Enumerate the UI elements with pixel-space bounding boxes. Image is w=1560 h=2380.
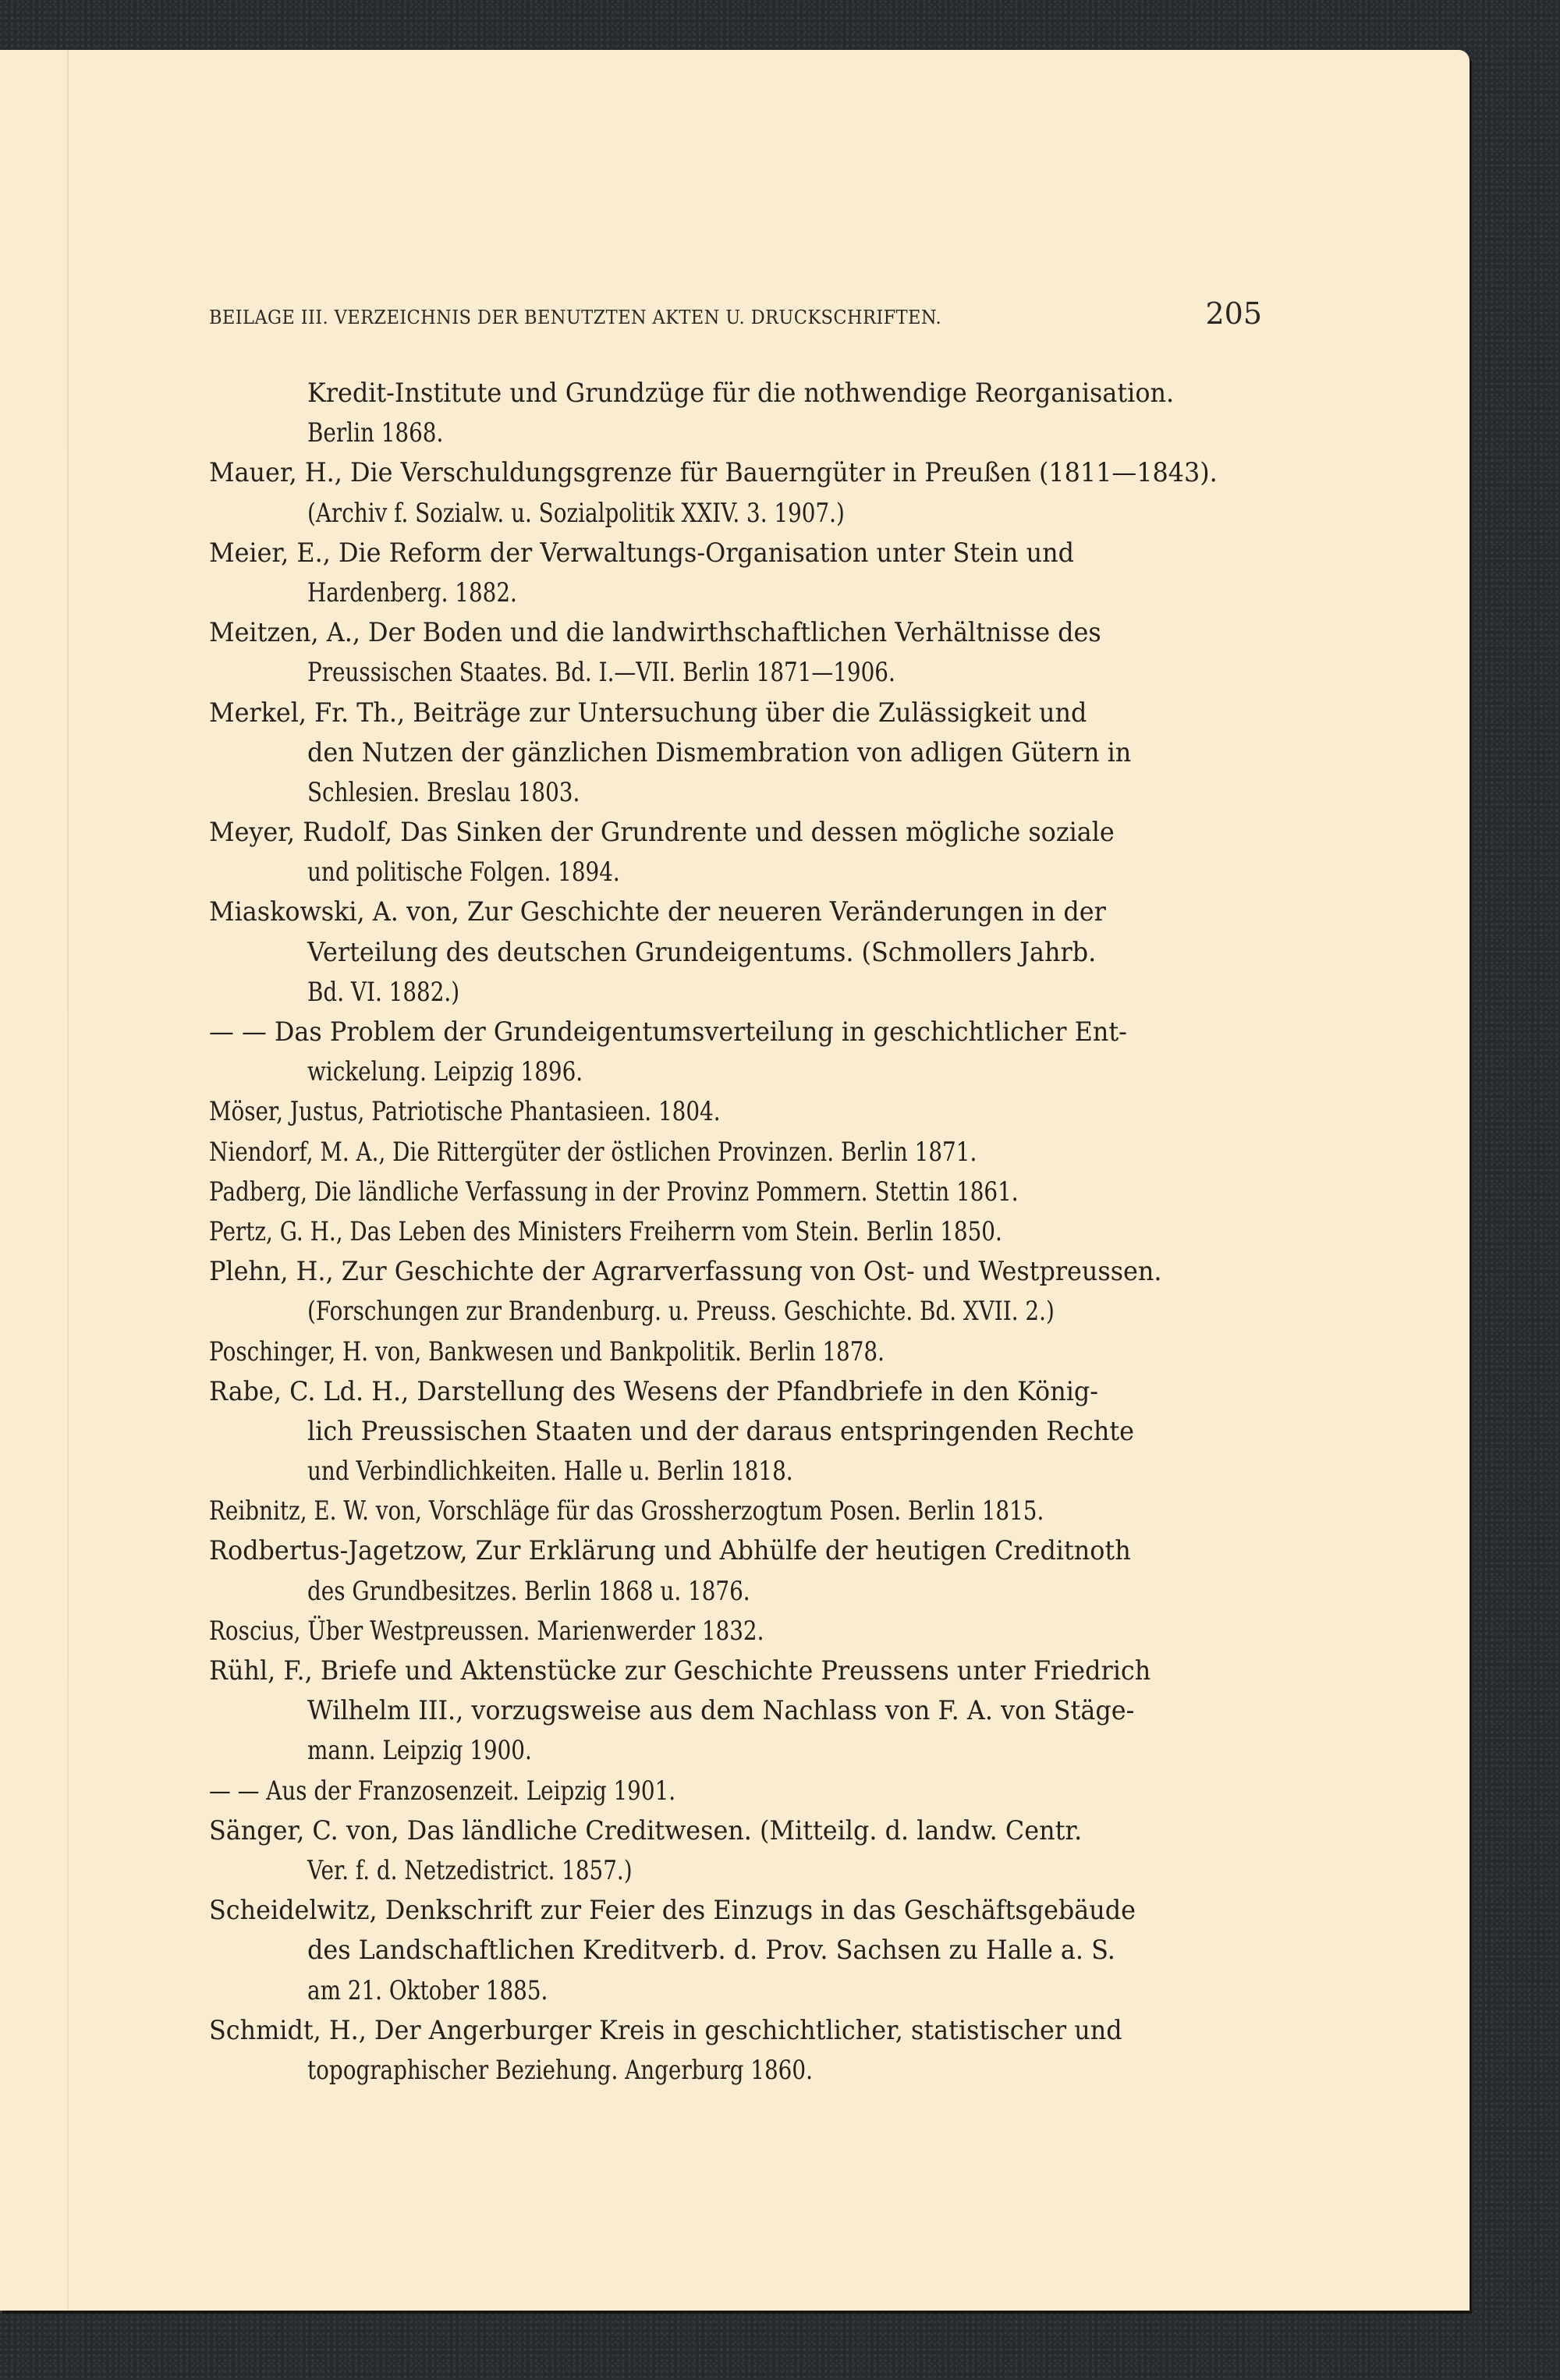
entry-line: Meier, E., Die Reform der Verwaltungs-Organisation unter Stein und xyxy=(209,537,1075,568)
bibliography-entry xyxy=(209,1531,1264,1610)
entry-line: Hardenberg. 1882. xyxy=(307,576,517,608)
entry-line: Möser, Justus, Patriotische Phantasieen. 1804. xyxy=(209,1096,721,1127)
bibliography-entry xyxy=(209,1771,1264,1811)
bibliography-entry xyxy=(209,612,1264,692)
entry-line: Roscius, Über Westpreussen. Marienwerder 1832. xyxy=(209,1615,764,1646)
entry-line: Mauer, H., Die Verschuldungsgrenze für Bauerngüter in Preußen (1811—1843). xyxy=(209,457,1218,488)
entry-line: Merkel, Fr. Th., Beiträge zur Untersuchung über die Zulässigkeit und xyxy=(209,697,1087,728)
bibliography-entry xyxy=(209,452,1264,532)
bibliography-entry xyxy=(209,1332,1264,1371)
entry-line: Rabe, C. Ld. H., Darstellung des Wesens der Pfandbriefe in den König- xyxy=(209,1375,1098,1406)
entry-line: lich Preussischen Staaten und der daraus entspringenden Rechte xyxy=(307,1415,1134,1446)
entry-line: Meyer, Rudolf, Das Sinken der Grundrente und dessen mögliche soziale xyxy=(209,817,1115,848)
entry-line: und politische Folgen. 1894. xyxy=(307,857,620,888)
entry-line: (Forschungen zur Brandenburg. u. Preuss. Geschichte. Bd. XVII. 2.) xyxy=(307,1296,1055,1327)
entry-line: (Archiv f. Sozialw. u. Sozialpolitik XXIV. 3. 1907.) xyxy=(307,497,845,528)
bibliography-entry xyxy=(209,2010,1264,2090)
entry-line: — — Das Problem der Grundeigentumsverteilung in geschichtlicher Ent- xyxy=(209,1016,1127,1047)
entry-line: wickelung. Leipzig 1896. xyxy=(307,1056,583,1087)
entry-line: Meitzen, A., Der Boden und die landwirthschaftlichen Verhältnisse des xyxy=(209,617,1101,648)
bibliography-entry xyxy=(209,1491,1264,1531)
entry-line: Rodbertus-Jagetzow, Zur Erklärung und Abhülfe der heutigen Creditnoth xyxy=(209,1535,1131,1566)
bibliography-entry xyxy=(209,1091,1264,1131)
entry-line: Reibnitz, E. W. von, Vorschläge für das Grossherzogtum Posen. Berlin 1815. xyxy=(209,1495,1044,1527)
entry-line: den Nutzen der gänzlichen Dismembration von adligen Gütern in xyxy=(307,736,1132,768)
entry-line: am 21. Oktober 1885. xyxy=(307,1974,548,2006)
entry-line: Poschinger, H. von, Bankwesen und Bankpolitik. Berlin 1878. xyxy=(209,1335,885,1367)
entry-line: Bd. VI. 1882.) xyxy=(307,976,460,1007)
entry-line: — — Aus der Franzosenzeit. Leipzig 1901. xyxy=(209,1775,676,1806)
bibliography-entry xyxy=(209,1132,1264,1172)
bibliography-entry xyxy=(209,892,1264,1012)
entry-line: Schlesien. Breslau 1803. xyxy=(307,776,580,807)
entry-line: und Verbindlichkeiten. Halle u. Berlin 1818. xyxy=(307,1456,793,1487)
entry-line: Berlin 1868. xyxy=(307,417,444,449)
bibliography-entry xyxy=(209,1611,1264,1651)
entry-line: des Landschaftlichen Kreditverb. d. Prov. Sachsen zu Halle a. S. xyxy=(307,1935,1115,1966)
entry-line: Kredit-Institute und Grundzüge für die nothwendige Reorganisation. xyxy=(307,378,1175,408)
bibliography-entry xyxy=(209,533,1264,612)
entry-line: Pertz, G. H., Das Leben des Ministers Freiherrn vom Stein. Berlin 1850. xyxy=(209,1215,1002,1247)
entry-line: Miaskowski, A. von, Zur Geschichte der neueren Veränderungen in der xyxy=(209,896,1106,928)
book-page xyxy=(0,50,1470,2311)
page-number: 205 xyxy=(1205,296,1262,331)
entry-line: Sänger, C. von, Das ländliche Creditwesen. (Mitteilg. d. landw. Centr. xyxy=(209,1814,1083,1846)
entry-line: topographischer Beziehung. Angerburg 1860. xyxy=(307,2054,813,2085)
entry-line: Rühl, F., Briefe und Aktenstücke zur Geschichte Preussens unter Friedrich xyxy=(209,1655,1151,1686)
entry-line: Niendorf, M. A., Die Rittergüter der östlichen Provinzen. Berlin 1871. xyxy=(209,1136,977,1167)
page-fold-line xyxy=(67,50,69,2311)
bibliography-entry xyxy=(209,1251,1264,1331)
bibliography-entry xyxy=(209,1811,1264,1890)
entry-line: des Grundbesitzes. Berlin 1868 u. 1876. xyxy=(307,1575,750,1606)
bibliography-entry xyxy=(209,1371,1264,1491)
bibliography-entry xyxy=(209,1012,1264,1091)
bibliography-entry xyxy=(209,812,1264,892)
entry-line: Scheidelwitz, Denkschrift zur Feier des Einzugs in das Geschäftsgebäude xyxy=(209,1895,1136,1926)
bibliography-entry xyxy=(209,1890,1264,2010)
running-head xyxy=(209,296,1262,331)
entry-line: Schmidt, H., Der Angerburger Kreis in geschichtlicher, statistischer und xyxy=(209,2014,1122,2045)
entry-line: Plehn, H., Zur Geschichte der Agrarverfassung von Ost- und Westpreussen. xyxy=(209,1256,1162,1287)
entry-line: Ver. f. d. Netzedistrict. 1857.) xyxy=(307,1854,633,1885)
bibliography-entry xyxy=(209,1651,1264,1771)
bibliography-entry xyxy=(209,373,1264,452)
entry-line: Verteilung des deutschen Grundeigentums. (Schmollers Jahrb. xyxy=(307,936,1097,967)
bibliography-entry xyxy=(209,693,1264,813)
bibliography-entry xyxy=(209,1211,1264,1251)
entry-line: mann. Leipzig 1900. xyxy=(307,1735,532,1766)
entry-line: Preussischen Staates. Bd. I.—VII. Berlin 1871—1906. xyxy=(307,657,895,688)
running-head-title: BEILAGE III. VERZEICHNIS DER BENUTZTEN AKTEN U. DRUCKSCHRIFTEN. xyxy=(209,306,942,328)
entry-line: Wilhelm III., vorzugsweise aus dem Nachlass von F. A. von Stäge- xyxy=(307,1695,1135,1726)
bibliography-list xyxy=(209,373,1264,2090)
bibliography-entry xyxy=(209,1172,1264,1211)
entry-line: Padberg, Die ländliche Verfassung in der Provinz Pommern. Stettin 1861. xyxy=(209,1176,1019,1207)
